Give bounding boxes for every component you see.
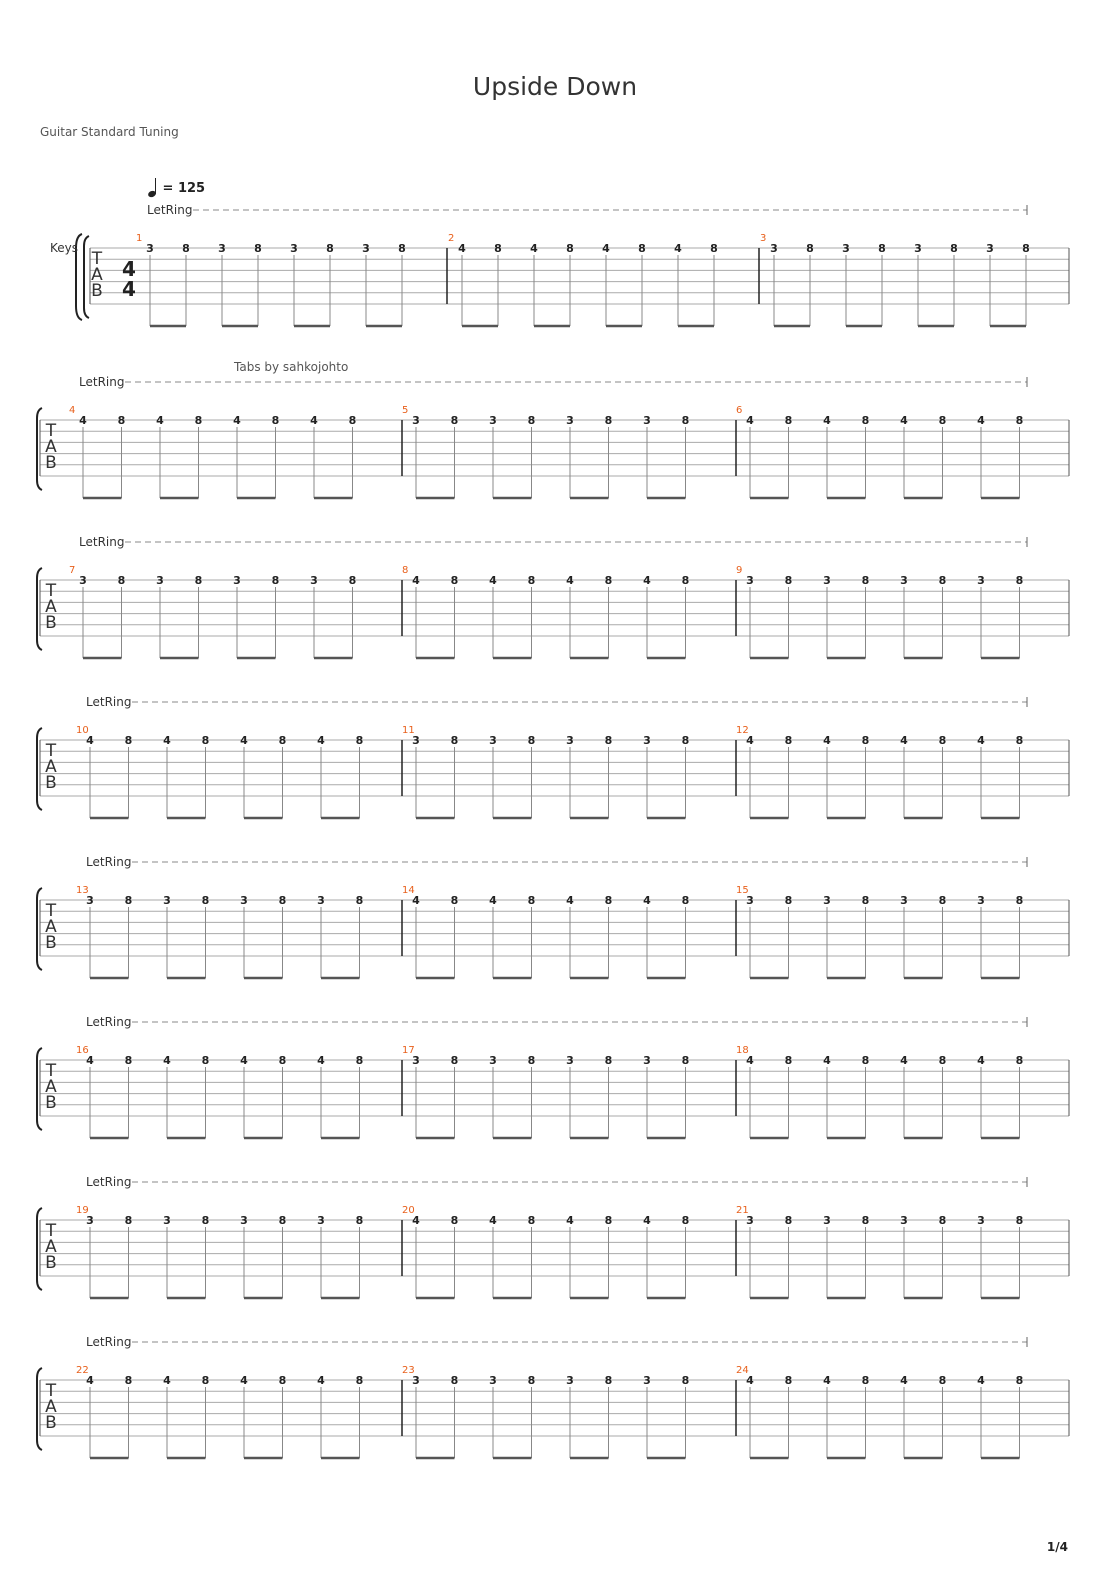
fret-number: 4 bbox=[643, 1214, 651, 1227]
fret-number: 8 bbox=[278, 894, 287, 907]
fret-number: 3 bbox=[156, 574, 164, 587]
tab-letter: A bbox=[45, 757, 57, 777]
tab-letter: B bbox=[45, 1093, 57, 1113]
measure-number: 6 bbox=[736, 405, 743, 416]
fret-number: 8 bbox=[450, 414, 459, 427]
fret-number: 4 bbox=[317, 734, 325, 747]
measure-number: 24 bbox=[736, 1365, 749, 1376]
fret-number: 8 bbox=[117, 414, 126, 427]
fret-number: 3 bbox=[643, 734, 651, 747]
fret-number: 8 bbox=[348, 574, 357, 587]
fret-number: 4 bbox=[412, 894, 420, 907]
measure-number: 20 bbox=[402, 1205, 415, 1216]
fret-number: 8 bbox=[527, 574, 536, 587]
fret-number: 3 bbox=[86, 1214, 94, 1227]
fret-number: 4 bbox=[566, 894, 574, 907]
fret-number: 3 bbox=[489, 1054, 497, 1067]
fret-number: 8 bbox=[278, 1054, 287, 1067]
tab-letter: A bbox=[45, 1237, 57, 1257]
fret-number: 8 bbox=[124, 734, 133, 747]
fret-number: 3 bbox=[412, 1374, 420, 1387]
measure-number: 3 bbox=[760, 233, 767, 244]
fret-number: 3 bbox=[489, 734, 497, 747]
fret-number: 4 bbox=[163, 1374, 171, 1387]
fret-number: 4 bbox=[317, 1374, 325, 1387]
fret-number: 8 bbox=[124, 1374, 133, 1387]
fret-number: 3 bbox=[842, 242, 850, 255]
fret-number: 8 bbox=[638, 242, 646, 255]
measure-number: 8 bbox=[402, 565, 409, 576]
fret-number: 8 bbox=[271, 574, 280, 587]
fret-number: 4 bbox=[317, 1054, 325, 1067]
fret-number: 8 bbox=[201, 1214, 210, 1227]
tab-letter: T bbox=[91, 249, 103, 269]
fret-number: 4 bbox=[310, 414, 318, 427]
fret-number: 8 bbox=[938, 574, 947, 587]
fret-number: 4 bbox=[977, 734, 985, 747]
fret-number: 8 bbox=[278, 734, 287, 747]
fret-number: 8 bbox=[494, 242, 502, 255]
tab-letter: B bbox=[45, 773, 57, 793]
fret-number: 4 bbox=[489, 894, 497, 907]
fret-number: 8 bbox=[450, 1374, 459, 1387]
fret-number: 4 bbox=[900, 1374, 908, 1387]
tab-letter: T bbox=[45, 581, 57, 601]
fret-number: 8 bbox=[348, 414, 357, 427]
fret-number: 8 bbox=[566, 242, 574, 255]
fret-number: 8 bbox=[278, 1374, 287, 1387]
tab-letter: T bbox=[45, 1381, 57, 1401]
measure-number: 16 bbox=[76, 1045, 89, 1056]
tempo-value: = 125 bbox=[162, 181, 206, 196]
tab-letter: B bbox=[45, 933, 57, 953]
fret-number: 4 bbox=[163, 734, 171, 747]
fret-number: 4 bbox=[823, 1374, 831, 1387]
fret-number: 4 bbox=[900, 414, 908, 427]
fret-number: 8 bbox=[861, 414, 870, 427]
fret-number: 3 bbox=[643, 1374, 651, 1387]
staff-brace bbox=[84, 236, 89, 318]
fret-number: 4 bbox=[489, 574, 497, 587]
tab-letter: A bbox=[91, 265, 103, 285]
fret-number: 3 bbox=[412, 734, 420, 747]
let-ring-label: LetRing bbox=[79, 375, 125, 389]
fret-number: 8 bbox=[1022, 242, 1030, 255]
fret-number: 3 bbox=[240, 1214, 248, 1227]
fret-number: 8 bbox=[784, 734, 793, 747]
fret-number: 3 bbox=[566, 414, 574, 427]
measure-number: 10 bbox=[76, 725, 89, 736]
fret-number: 8 bbox=[806, 242, 814, 255]
fret-number: 8 bbox=[938, 1054, 947, 1067]
fret-number: 8 bbox=[604, 414, 613, 427]
fret-number: 3 bbox=[362, 242, 370, 255]
fret-number: 4 bbox=[566, 1214, 574, 1227]
fret-number: 4 bbox=[489, 1214, 497, 1227]
fret-number: 3 bbox=[233, 574, 241, 587]
fret-number: 8 bbox=[355, 894, 364, 907]
fret-number: 8 bbox=[681, 894, 690, 907]
fret-number: 8 bbox=[604, 1214, 613, 1227]
fret-number: 8 bbox=[681, 734, 690, 747]
fret-number: 8 bbox=[450, 574, 459, 587]
fret-number: 3 bbox=[290, 242, 298, 255]
tab-letter: T bbox=[45, 741, 57, 761]
fret-number: 8 bbox=[861, 894, 870, 907]
fret-number: 8 bbox=[527, 894, 536, 907]
fret-number: 3 bbox=[489, 1374, 497, 1387]
fret-number: 8 bbox=[861, 1054, 870, 1067]
fret-number: 8 bbox=[527, 414, 536, 427]
fret-number: 3 bbox=[986, 242, 994, 255]
fret-number: 8 bbox=[527, 734, 536, 747]
measure-number: 21 bbox=[736, 1205, 749, 1216]
fret-number: 3 bbox=[914, 242, 922, 255]
fret-number: 3 bbox=[900, 894, 908, 907]
let-ring-label: LetRing bbox=[86, 1015, 132, 1029]
fret-number: 4 bbox=[86, 734, 94, 747]
fret-number: 8 bbox=[1015, 574, 1024, 587]
time-sig-denominator: 4 bbox=[122, 277, 136, 301]
fret-number: 4 bbox=[746, 414, 754, 427]
fret-number: 8 bbox=[278, 1214, 287, 1227]
measure-number: 4 bbox=[69, 405, 76, 416]
tab-system bbox=[37, 695, 1069, 818]
tab-letter: T bbox=[45, 1221, 57, 1241]
fret-number: 3 bbox=[746, 574, 754, 587]
fret-number: 4 bbox=[977, 1374, 985, 1387]
tab-system bbox=[50, 203, 1069, 326]
fret-number: 8 bbox=[861, 734, 870, 747]
fret-number: 4 bbox=[79, 414, 87, 427]
fret-number: 4 bbox=[823, 734, 831, 747]
tab-letter: B bbox=[45, 453, 57, 473]
fret-number: 8 bbox=[450, 894, 459, 907]
fret-number: 4 bbox=[233, 414, 241, 427]
fret-number: 4 bbox=[823, 414, 831, 427]
fret-number: 8 bbox=[861, 574, 870, 587]
fret-number: 8 bbox=[355, 1054, 364, 1067]
fret-number: 3 bbox=[310, 574, 318, 587]
fret-number: 8 bbox=[604, 894, 613, 907]
fret-number: 8 bbox=[950, 242, 958, 255]
tuning-label: Guitar Standard Tuning bbox=[40, 125, 179, 139]
fret-number: 4 bbox=[86, 1374, 94, 1387]
fret-number: 8 bbox=[450, 1054, 459, 1067]
fret-number: 4 bbox=[746, 1374, 754, 1387]
fret-number: 4 bbox=[163, 1054, 171, 1067]
fret-number: 4 bbox=[823, 1054, 831, 1067]
fret-number: 4 bbox=[602, 242, 610, 255]
measure-number: 19 bbox=[76, 1205, 89, 1216]
fret-number: 3 bbox=[163, 1214, 171, 1227]
tab-system bbox=[37, 855, 1069, 978]
measure-number: 22 bbox=[76, 1365, 89, 1376]
let-ring-label: LetRing bbox=[86, 1175, 132, 1189]
fret-number: 4 bbox=[412, 1214, 420, 1227]
fret-number: 8 bbox=[681, 574, 690, 587]
fret-number: 3 bbox=[412, 414, 420, 427]
fret-number: 4 bbox=[643, 574, 651, 587]
tab-letter: A bbox=[45, 437, 57, 457]
fret-number: 4 bbox=[240, 734, 248, 747]
fret-number: 8 bbox=[450, 734, 459, 747]
tab-credit: Tabs by sahkojohto bbox=[234, 360, 349, 374]
fret-number: 8 bbox=[681, 414, 690, 427]
fret-number: 8 bbox=[1015, 1374, 1024, 1387]
fret-number: 3 bbox=[746, 1214, 754, 1227]
fret-number: 4 bbox=[458, 242, 466, 255]
fret-number: 8 bbox=[681, 1214, 690, 1227]
fret-number: 3 bbox=[566, 734, 574, 747]
let-ring-label: LetRing bbox=[86, 1335, 132, 1349]
tab-letter: T bbox=[45, 1061, 57, 1081]
fret-number: 3 bbox=[643, 414, 651, 427]
fret-number: 3 bbox=[566, 1054, 574, 1067]
tab-system bbox=[37, 535, 1069, 658]
fret-number: 8 bbox=[938, 894, 947, 907]
measure-number: 11 bbox=[402, 725, 415, 736]
let-ring-label: LetRing bbox=[79, 535, 125, 549]
fret-number: 8 bbox=[527, 1374, 536, 1387]
fret-number: 8 bbox=[117, 574, 126, 587]
fret-number: 8 bbox=[271, 414, 280, 427]
fret-number: 8 bbox=[355, 1214, 364, 1227]
measure-number: 9 bbox=[736, 565, 743, 576]
fret-number: 8 bbox=[1015, 1214, 1024, 1227]
let-ring-label: LetRing bbox=[86, 855, 132, 869]
fret-number: 4 bbox=[674, 242, 682, 255]
tab-system bbox=[37, 1175, 1069, 1298]
measure-number: 23 bbox=[402, 1365, 415, 1376]
fret-number: 3 bbox=[79, 574, 87, 587]
fret-number: 8 bbox=[604, 574, 613, 587]
tab-letter: T bbox=[45, 421, 57, 441]
tab-letter: A bbox=[45, 1397, 57, 1417]
fret-number: 4 bbox=[746, 734, 754, 747]
fret-number: 8 bbox=[182, 242, 190, 255]
fret-number: 4 bbox=[240, 1374, 248, 1387]
fret-number: 3 bbox=[823, 1214, 831, 1227]
fret-number: 8 bbox=[450, 1214, 459, 1227]
fret-number: 8 bbox=[861, 1374, 870, 1387]
fret-number: 8 bbox=[1015, 1054, 1024, 1067]
tab-letter: B bbox=[45, 1253, 57, 1273]
fret-number: 8 bbox=[710, 242, 718, 255]
measure-number: 18 bbox=[736, 1045, 749, 1056]
fret-number: 4 bbox=[900, 734, 908, 747]
let-ring-label: LetRing bbox=[147, 203, 193, 217]
fret-number: 3 bbox=[86, 894, 94, 907]
tab-system bbox=[37, 375, 1069, 498]
fret-number: 8 bbox=[784, 574, 793, 587]
fret-number: 8 bbox=[938, 1214, 947, 1227]
fret-number: 8 bbox=[326, 242, 334, 255]
fret-number: 8 bbox=[398, 242, 406, 255]
fret-number: 4 bbox=[900, 1054, 908, 1067]
fret-number: 8 bbox=[604, 1054, 613, 1067]
measure-number: 14 bbox=[402, 885, 415, 896]
fret-number: 4 bbox=[240, 1054, 248, 1067]
fret-number: 4 bbox=[530, 242, 538, 255]
measure-number: 1 bbox=[136, 233, 143, 244]
fret-number: 8 bbox=[355, 1374, 364, 1387]
fret-number: 8 bbox=[254, 242, 262, 255]
fret-number: 8 bbox=[355, 734, 364, 747]
fret-number: 4 bbox=[86, 1054, 94, 1067]
fret-number: 8 bbox=[784, 1054, 793, 1067]
fret-number: 8 bbox=[938, 414, 947, 427]
measure-number: 12 bbox=[736, 725, 749, 736]
fret-number: 3 bbox=[770, 242, 778, 255]
fret-number: 8 bbox=[861, 1214, 870, 1227]
fret-number: 3 bbox=[900, 1214, 908, 1227]
fret-number: 3 bbox=[240, 894, 248, 907]
measure-number: 2 bbox=[448, 233, 455, 244]
tab-letter: A bbox=[45, 1077, 57, 1097]
fret-number: 4 bbox=[156, 414, 164, 427]
fret-number: 3 bbox=[823, 894, 831, 907]
fret-number: 8 bbox=[938, 1374, 947, 1387]
fret-number: 4 bbox=[412, 574, 420, 587]
fret-number: 4 bbox=[643, 894, 651, 907]
instrument-name: Keys bbox=[50, 241, 79, 255]
fret-number: 8 bbox=[194, 574, 203, 587]
fret-number: 8 bbox=[784, 414, 793, 427]
fret-number: 8 bbox=[681, 1054, 690, 1067]
fret-number: 3 bbox=[977, 1214, 985, 1227]
measure-number: 15 bbox=[736, 885, 749, 896]
fret-number: 8 bbox=[1015, 414, 1024, 427]
time-sig-numerator: 4 bbox=[122, 257, 136, 281]
fret-number: 3 bbox=[163, 894, 171, 907]
fret-number: 8 bbox=[604, 734, 613, 747]
tab-letter: A bbox=[45, 597, 57, 617]
fret-number: 8 bbox=[1015, 734, 1024, 747]
fret-number: 8 bbox=[527, 1054, 536, 1067]
tab-letter: B bbox=[45, 1413, 57, 1433]
fret-number: 8 bbox=[938, 734, 947, 747]
fret-number: 8 bbox=[124, 1214, 133, 1227]
tab-letter: B bbox=[45, 613, 57, 633]
fret-number: 8 bbox=[1015, 894, 1024, 907]
fret-number: 4 bbox=[566, 574, 574, 587]
fret-number: 8 bbox=[194, 414, 203, 427]
fret-number: 8 bbox=[784, 1374, 793, 1387]
fret-number: 3 bbox=[412, 1054, 420, 1067]
fret-number: 3 bbox=[317, 894, 325, 907]
fret-number: 8 bbox=[124, 1054, 133, 1067]
fret-number: 8 bbox=[201, 894, 210, 907]
page-number: 1/4 bbox=[1046, 1540, 1068, 1554]
fret-number: 8 bbox=[124, 894, 133, 907]
fret-number: 8 bbox=[201, 1374, 210, 1387]
fret-number: 4 bbox=[746, 1054, 754, 1067]
fret-number: 4 bbox=[977, 1054, 985, 1067]
let-ring-label: LetRing bbox=[86, 695, 132, 709]
tab-letter: A bbox=[45, 917, 57, 937]
fret-number: 8 bbox=[604, 1374, 613, 1387]
fret-number: 3 bbox=[977, 894, 985, 907]
fret-number: 8 bbox=[784, 894, 793, 907]
fret-number: 3 bbox=[566, 1374, 574, 1387]
fret-number: 8 bbox=[201, 1054, 210, 1067]
fret-number: 8 bbox=[527, 1214, 536, 1227]
fret-number: 8 bbox=[681, 1374, 690, 1387]
measure-number: 5 bbox=[402, 405, 409, 416]
fret-number: 4 bbox=[977, 414, 985, 427]
fret-number: 3 bbox=[218, 242, 226, 255]
measure-number: 13 bbox=[76, 885, 89, 896]
tab-system bbox=[37, 1015, 1069, 1138]
measure-number: 17 bbox=[402, 1045, 415, 1056]
fret-number: 3 bbox=[977, 574, 985, 587]
fret-number: 3 bbox=[900, 574, 908, 587]
fret-number: 8 bbox=[201, 734, 210, 747]
fret-number: 8 bbox=[784, 1214, 793, 1227]
fret-number: 3 bbox=[823, 574, 831, 587]
tab-letter: B bbox=[91, 281, 103, 301]
tab-letter: T bbox=[45, 901, 57, 921]
fret-number: 3 bbox=[317, 1214, 325, 1227]
song-title: Upside Down bbox=[472, 72, 638, 101]
fret-number: 3 bbox=[643, 1054, 651, 1067]
tab-system bbox=[37, 1335, 1069, 1458]
measure-number: 7 bbox=[69, 565, 76, 576]
fret-number: 8 bbox=[878, 242, 886, 255]
fret-number: 3 bbox=[746, 894, 754, 907]
fret-number: 3 bbox=[489, 414, 497, 427]
fret-number: 3 bbox=[146, 242, 154, 255]
